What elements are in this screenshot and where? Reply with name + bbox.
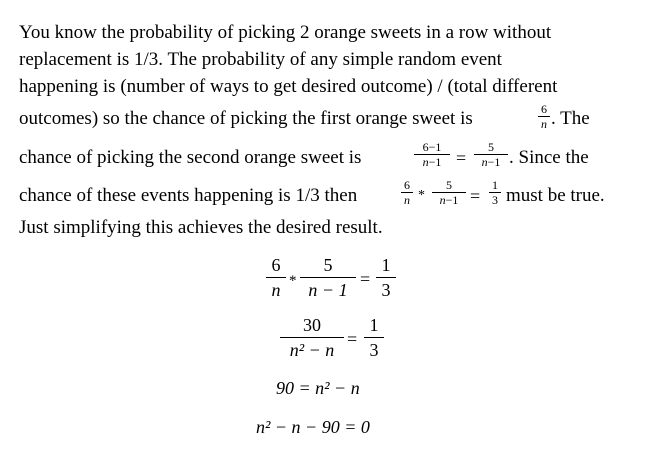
- fraction-numerator: 1: [492, 178, 498, 192]
- paragraph-line-4-text: outcomes) so the chance of picking the first orange sweet is: [19, 108, 473, 129]
- paragraph-line-6-tail: must be true.: [506, 185, 605, 206]
- variable-n: n: [481, 155, 488, 169]
- fraction-product-result: [489, 179, 501, 206]
- fraction-denominator: 3: [369, 340, 379, 360]
- paragraph-line-5-tail: . Since the: [509, 147, 589, 168]
- fraction-numerator: 6−1: [422, 140, 442, 154]
- display-fraction-6-over-n: [266, 255, 286, 300]
- fraction-numerator: 6: [541, 102, 547, 116]
- equals-sign: =: [347, 329, 358, 349]
- equation-quadratic: n² − n − 90 = 0: [256, 417, 370, 437]
- fraction-bar: [280, 337, 344, 338]
- fraction-denominator: 3: [381, 280, 391, 300]
- paragraph-line-4: [19, 108, 473, 130]
- fraction-numerator: 1: [381, 255, 391, 275]
- fraction-denominator: n² − n: [289, 340, 335, 360]
- display-fraction-1-over-3: [364, 315, 384, 360]
- equation-90-equals: 90 = n² − n: [276, 378, 360, 398]
- fraction-bar: [376, 277, 396, 278]
- display-fraction-1-over-3: [376, 255, 396, 300]
- paragraph-line-6: [19, 185, 357, 207]
- fraction-second-pick: [474, 141, 508, 168]
- fraction-first-pick: [538, 103, 550, 130]
- display-fraction-30-over-n2-minus-n: [280, 315, 344, 360]
- fraction-numerator: 30: [303, 315, 321, 335]
- fraction-bar: [266, 277, 286, 278]
- fraction-denominator: [474, 156, 508, 168]
- variable-n: n: [439, 193, 446, 207]
- equals-sign: =: [470, 186, 481, 206]
- paragraph-line-7: Just simplifying this achieves the desired result.: [19, 217, 383, 238]
- paragraph-line-5-text: chance of picking the second orange sweet is: [19, 147, 362, 168]
- fraction-denominator: [414, 156, 450, 168]
- minus-one: −1: [445, 193, 459, 207]
- variable-n: n: [422, 155, 429, 169]
- minus-one: −1: [487, 155, 501, 169]
- paragraph-line-3: happening is (number of ways to get desired outcome) / (total different: [19, 76, 558, 97]
- multiply-sign: *: [289, 273, 297, 289]
- display-fraction-5-over-n-minus-1: [300, 255, 356, 300]
- paragraph-line-2: replacement is 1/3. The probability of any simple random event: [19, 49, 502, 70]
- fraction-bar: [364, 337, 384, 338]
- paragraph-line-6-text: chance of these events happening is 1/3 then: [19, 185, 358, 206]
- paragraph-line-1: You know the probability of picking 2 orange sweets in a row without: [19, 22, 552, 43]
- fraction-product-a: [401, 179, 413, 206]
- fraction-numerator: 6: [271, 255, 281, 275]
- fraction-denominator: n: [541, 117, 547, 131]
- fraction-denominator: 3: [492, 193, 498, 207]
- fraction-denominator: n: [404, 193, 410, 207]
- fraction-numerator: 5: [488, 140, 494, 154]
- fraction-bar: [300, 277, 356, 278]
- fraction-denominator: n: [271, 280, 281, 300]
- fraction-denominator: n − 1: [308, 280, 348, 300]
- paragraph-line-5: [19, 147, 361, 169]
- minus-one: −1: [428, 155, 442, 169]
- fraction-denominator: [432, 194, 466, 206]
- fraction-numerator: 6: [404, 178, 410, 192]
- multiply-sign: *: [418, 188, 425, 203]
- fraction-product-b: [432, 179, 466, 206]
- equals-sign: =: [456, 148, 467, 168]
- fraction-second-pick-expanded: [414, 141, 450, 168]
- paragraph-line-4-tail: . The: [551, 108, 590, 129]
- fraction-numerator: 5: [446, 178, 452, 192]
- fraction-numerator: 5: [323, 255, 333, 275]
- fraction-numerator: 1: [369, 315, 379, 335]
- equals-sign: =: [360, 269, 371, 289]
